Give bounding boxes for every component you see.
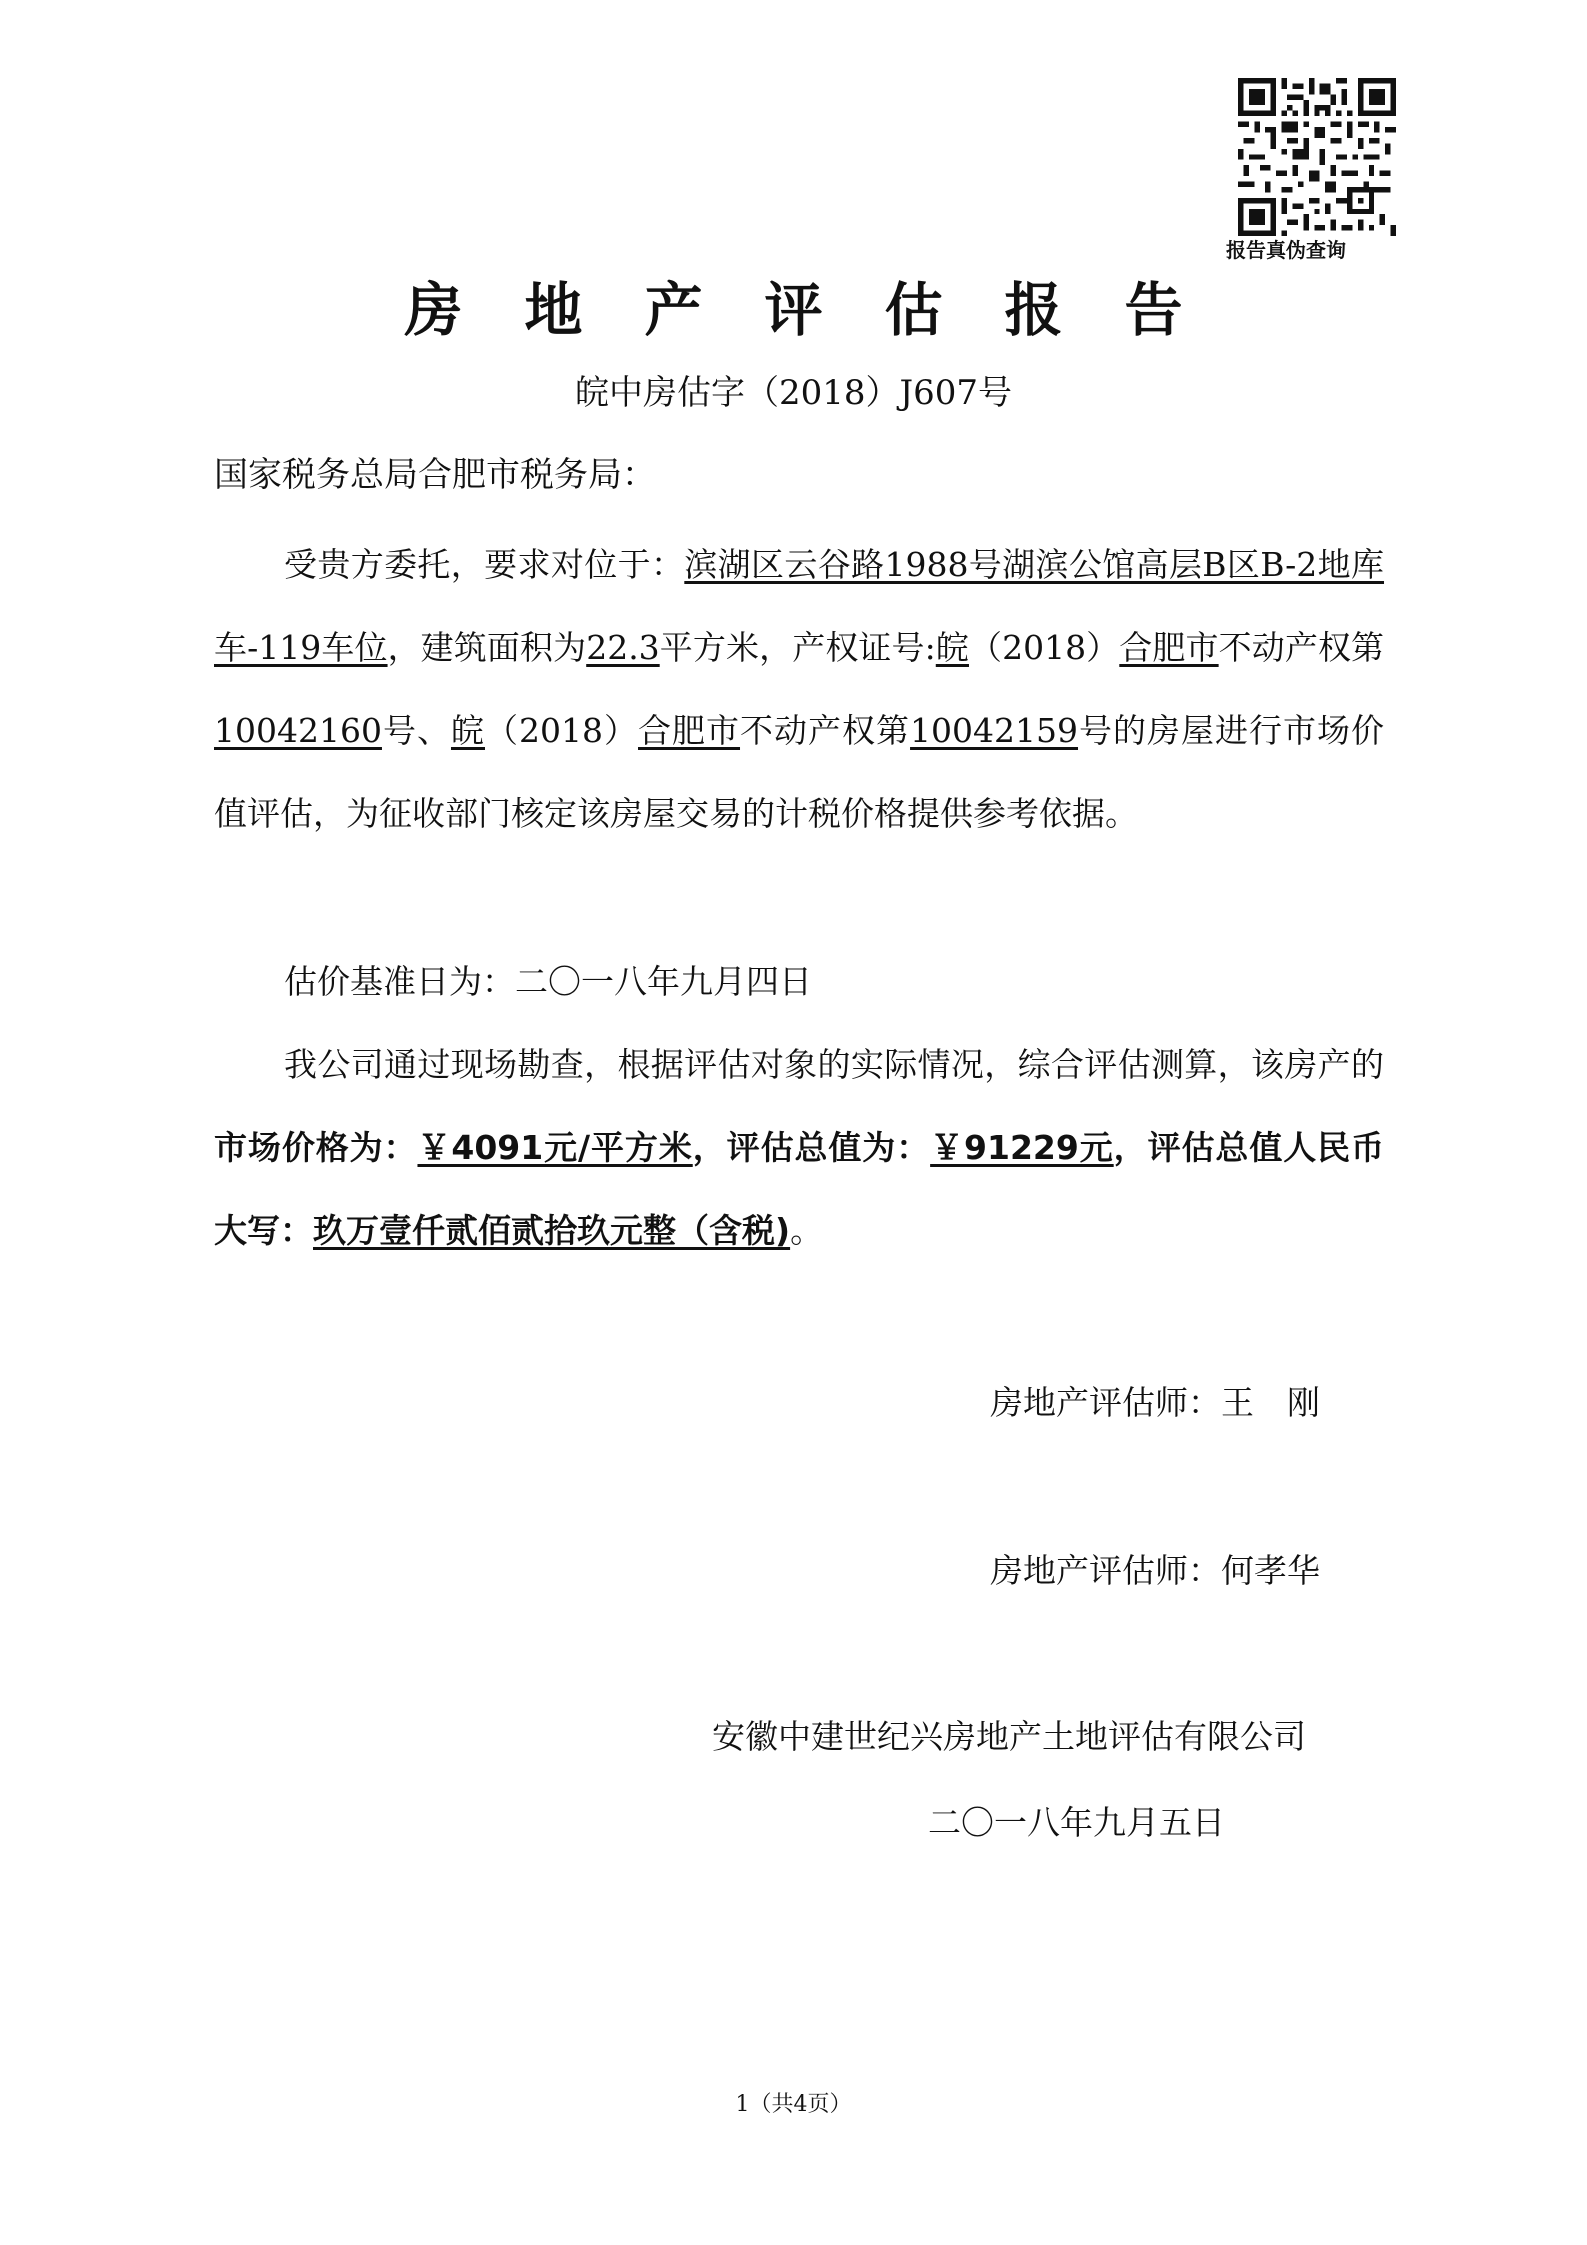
total-value-label: 评估总值为：	[726, 1128, 931, 1167]
p3-text-1: 我公司通过现场勘查，根据评估对象的实际情况，综合评估测算，该房产的	[284, 1045, 1384, 1084]
p1-text-7: 号的房屋进行市场价值评估，为征收部门核定该房屋交易的计税价格提供参考依据。	[214, 711, 1385, 833]
report-reference-number: 皖中房估字（2018）J607号	[574, 373, 1013, 413]
cert2-number: 10042159	[910, 711, 1079, 750]
cert2-year: （2018）	[485, 711, 638, 750]
qr-block	[1226, 78, 1402, 262]
valuation-date-label: 估价基准日为：	[284, 962, 515, 1001]
total-value: ￥91229元	[930, 1128, 1114, 1167]
p3-end: 。	[790, 1211, 824, 1250]
signing-date: 二〇一八年九月五日	[928, 1803, 1225, 1842]
p3-separator-2: ，	[1113, 1128, 1148, 1167]
cert2-province: 皖	[450, 711, 485, 750]
p1-text-6: 不动产权第	[740, 711, 911, 750]
valuation-date: 二〇一八年九月四日	[515, 962, 812, 1001]
commission-paragraph	[214, 523, 1384, 855]
p1-text-5: 号、	[381, 711, 451, 750]
addressee: 国家税务总局合肥市税务局：	[214, 455, 656, 495]
cert1-number: 10042160	[214, 711, 382, 750]
p1-text-3: 平方米，产权证号:	[659, 628, 936, 667]
result-paragraph	[214, 1023, 1384, 1272]
page-number: 1（共4页）	[735, 2092, 852, 2117]
appraiser-1: 房地产评估师：王 刚	[990, 1383, 1320, 1422]
cert1-year: （2018）	[968, 628, 1120, 667]
qr-caption: 报告真伪查询	[1226, 238, 1346, 262]
p3-separator-1: ，	[692, 1128, 727, 1167]
cert2-city: 合肥市	[638, 711, 741, 750]
market-price-label: 市场价格为：	[214, 1128, 418, 1167]
unit-price: ￥4091元/平方米	[417, 1128, 693, 1167]
property-address: 滨湖区云谷路1988号湖滨公馆高层B区B-2地库车-119车位	[214, 545, 1385, 667]
p1-text-4: 不动产权第	[1218, 628, 1385, 667]
p1-text-2: ，建筑面积为	[387, 628, 587, 667]
total-upper-label: 评估总值人民币大写：	[214, 1128, 1385, 1250]
appraiser-2: 房地产评估师：何孝华	[990, 1551, 1320, 1590]
report-title: 房地产评估报告	[404, 276, 1245, 344]
p1-text-1: 受贵方委托，要求对位于：	[284, 545, 685, 584]
qr-code-icon[interactable]	[1238, 78, 1396, 236]
building-area: 22.3	[586, 628, 660, 667]
valuation-date-paragraph	[214, 940, 1384, 1023]
company-name: 安徽中建世纪兴房地产土地评估有限公司	[712, 1717, 1306, 1756]
cert1-province: 皖	[935, 628, 969, 667]
cert1-city: 合肥市	[1119, 628, 1219, 667]
total-upper-value: 玖万壹仟贰佰贰拾玖元整（含税)	[313, 1211, 791, 1250]
